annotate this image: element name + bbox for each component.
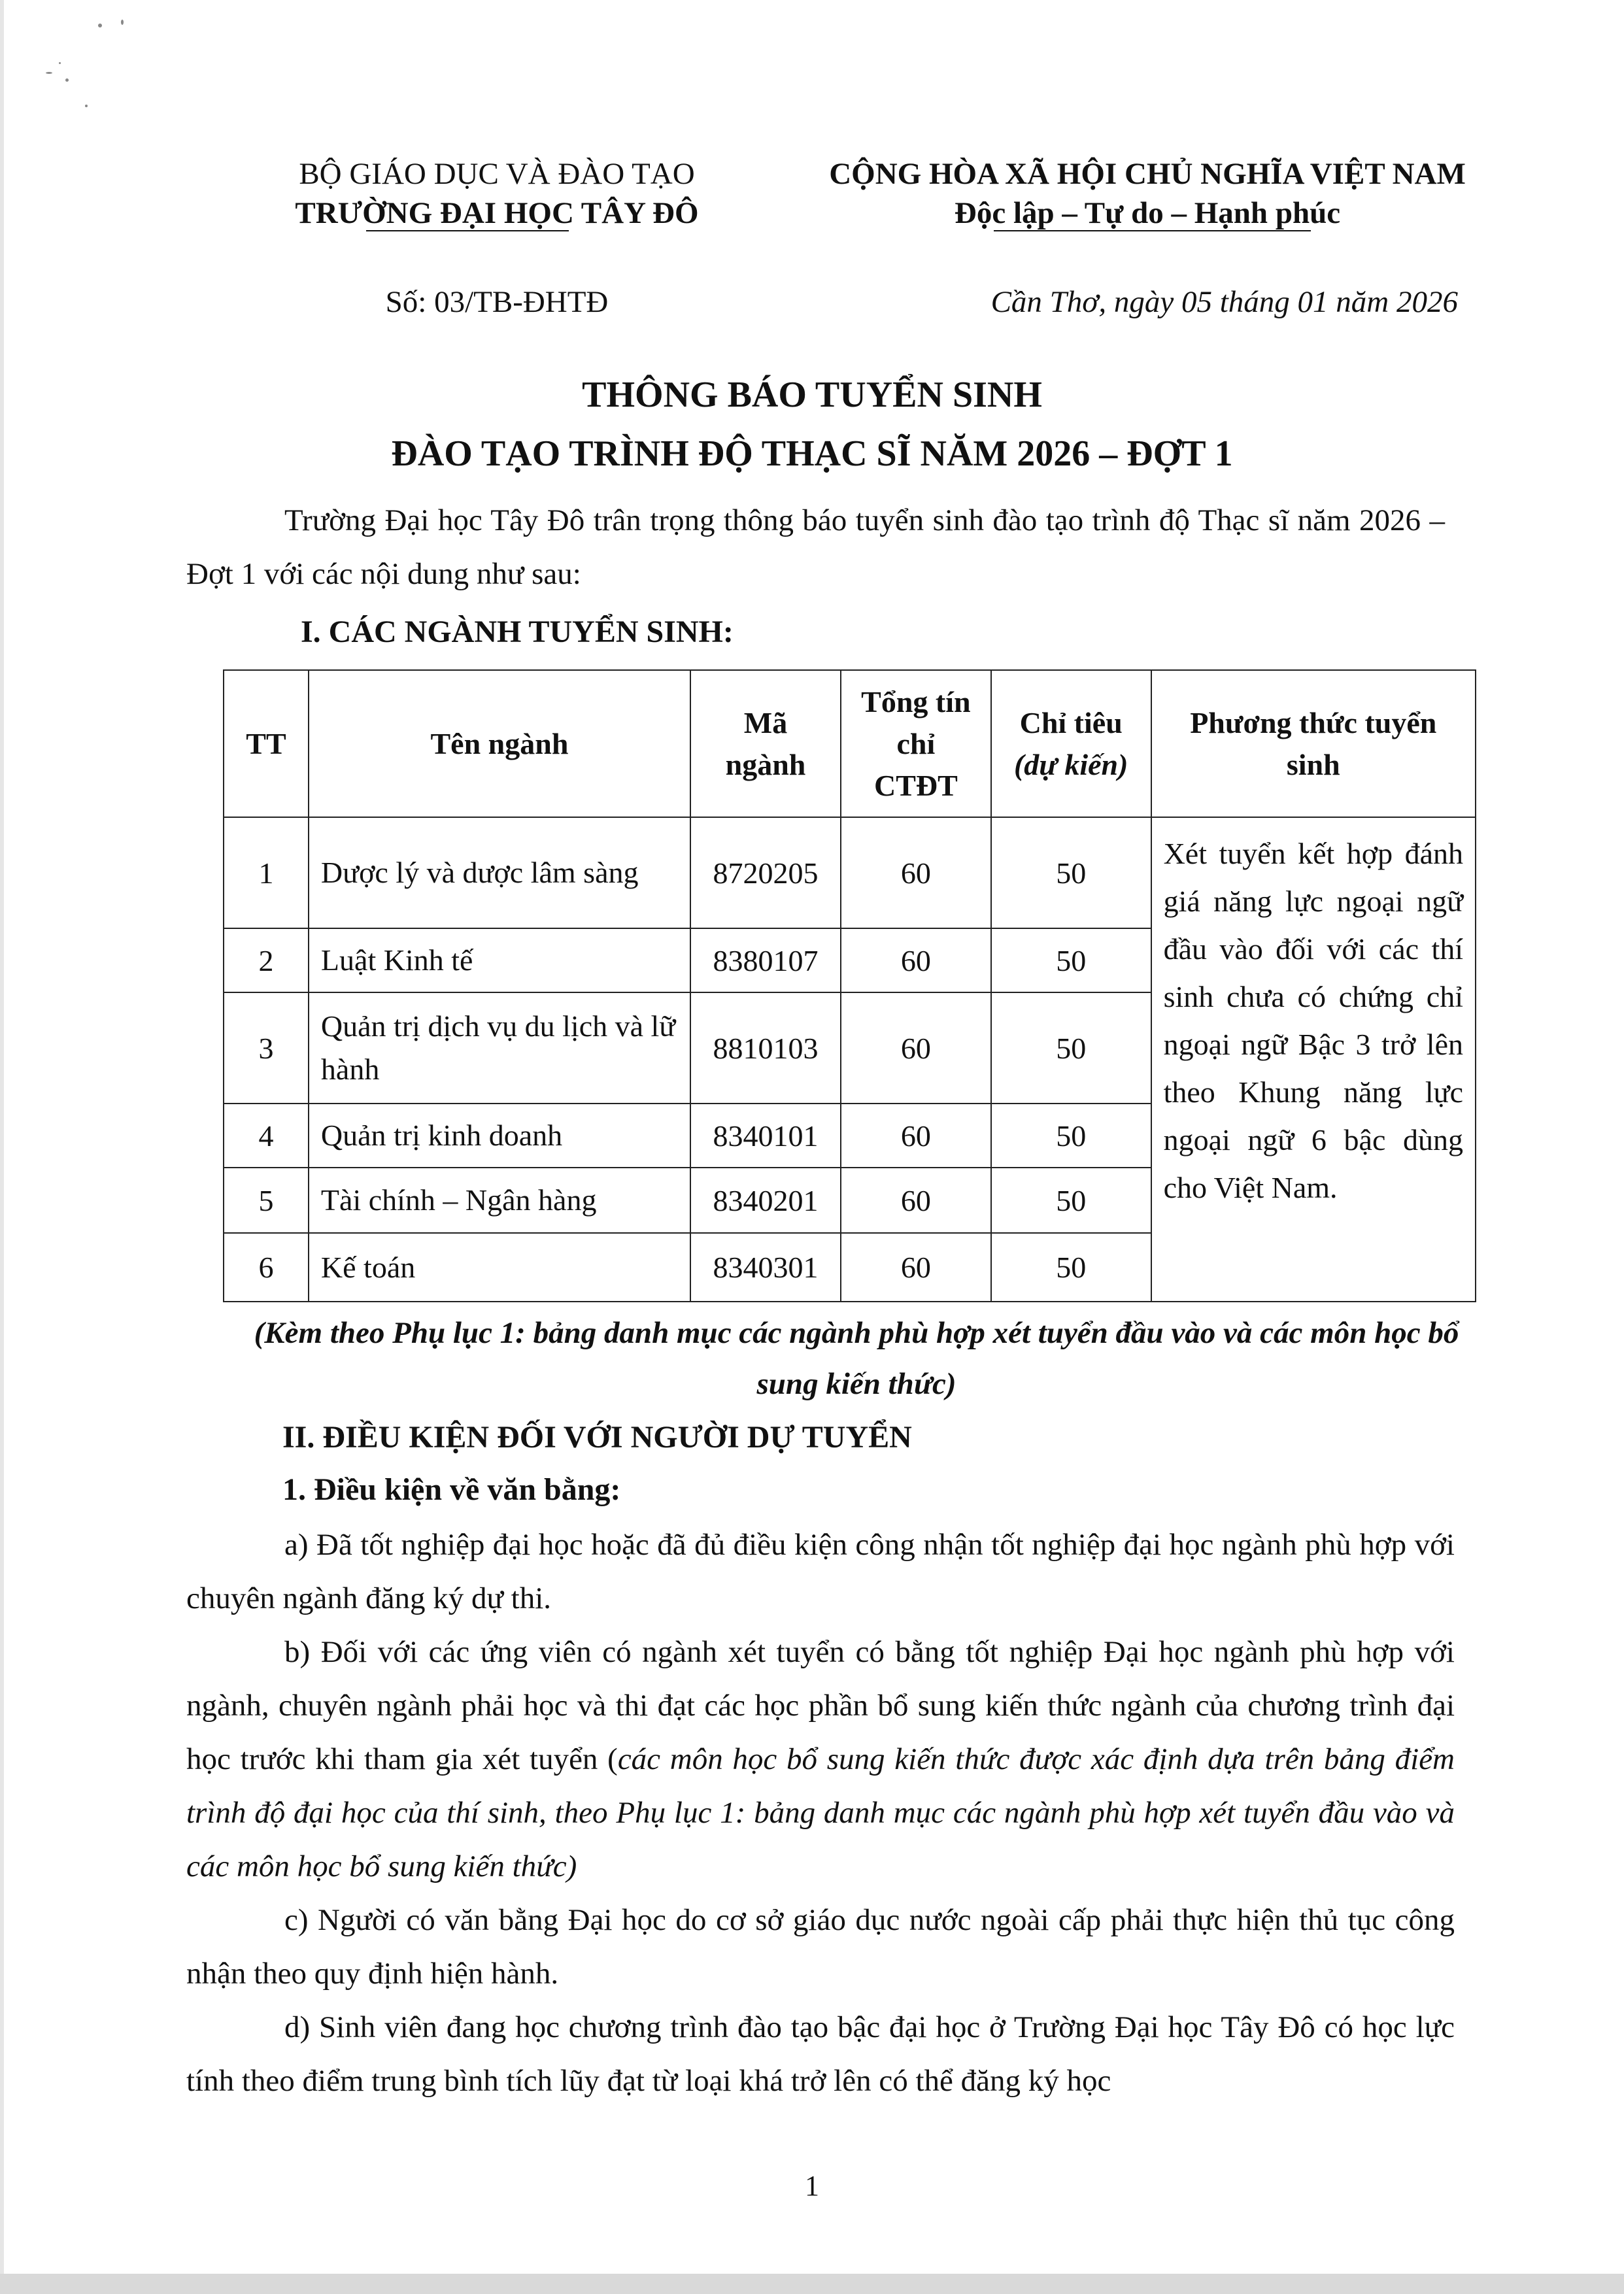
- cell-quota: 50: [991, 1233, 1151, 1302]
- cell-name: Tài chính – Ngân hàng: [309, 1168, 690, 1233]
- cell-credits: 60: [841, 1168, 991, 1233]
- cell-name: Quản trị dịch vụ du lịch và lữ hành: [309, 992, 690, 1104]
- page-number: 1: [805, 2170, 819, 2202]
- scan-edge-left: [0, 0, 4, 2294]
- col-header-credits: Tổng tín chỉ CTĐT: [841, 670, 991, 817]
- cell-method: Xét tuyển kết hợp đánh giá năng lực ngoại ngữ đầu vào đối với các thí sinh chưa có chứng chỉ ngoại ngữ Bậc 3 trở lên theo Khung năng lực ngoại ngữ 6 bậc dùng cho Việt Nam.: [1151, 817, 1476, 1302]
- col-header-tt: TT: [224, 670, 309, 817]
- col-header-name: Tên ngành: [309, 670, 690, 817]
- republic-name: CỘNG HÒA XÃ HỘI CHỦ NGHĨA VIỆT NAM: [829, 157, 1466, 191]
- cell-name: Quản trị kinh doanh: [309, 1104, 690, 1168]
- university-underline: [366, 230, 569, 231]
- condition-a: a) Đã tốt nghiệp đại học hoặc đã đủ điều kiện công nhận tốt nghiệp đại học ngành phù hợp với chuyên ngành đăng ký dự thi.: [186, 1528, 1455, 1615]
- condition-c: c) Người có văn bằng Đại học do cơ sở giáo dục nước ngoài cấp phải thực hiện thủ tục công nhận theo quy định hiện hành.: [186, 1903, 1455, 1991]
- place-date: Cần Thơ, ngày 05 tháng 01 năm 2026: [990, 285, 1458, 319]
- cell-tt: 2: [224, 928, 309, 992]
- cell-quota: 50: [991, 1168, 1151, 1233]
- doc-number: Số: 03/TB-ĐHTĐ: [385, 285, 609, 319]
- motto-underline: [994, 230, 1311, 231]
- cell-quota: 50: [991, 928, 1151, 992]
- col-header-quota: Chỉ tiêu (dự kiến): [991, 670, 1151, 817]
- ministry-name: BỘ GIÁO DỤC VÀ ĐÀO TẠO: [299, 157, 695, 191]
- cell-name: Dược lý và dược lâm sàng: [309, 817, 690, 928]
- scan-edge-bottom: [0, 2274, 1624, 2294]
- cell-quota: 50: [991, 817, 1151, 928]
- cell-tt: 1: [224, 817, 309, 928]
- header-right: [794, 154, 1500, 233]
- cell-code: 8380107: [690, 928, 841, 992]
- cell-tt: 4: [224, 1104, 309, 1168]
- cell-code: 8340101: [690, 1104, 841, 1168]
- condition-d: d) Sinh viên đang học chương trình đào tạo bậc đại học ở Trường Đại học Tây Đô có học lực tính theo điểm trung bình tích lũy đạt từ loại khá trở lên có thể đăng ký học: [186, 2010, 1455, 2098]
- motto: Độc lập – Tự do – Hạnh phúc: [954, 196, 1341, 230]
- cell-credits: 60: [841, 928, 991, 992]
- table-note: (Kèm theo Phụ lục 1: bảng danh mục các ngành phù hợp xét tuyển đầu vào và các môn học bổ sung kiến thức): [254, 1316, 1459, 1401]
- condition-b: b) Đối với các ứng viên có ngành xét tuyển có bằng tốt nghiệp Đại học ngành phù hợp với ngành, chuyên ngành phải học và thi đạt các học phần bổ sung kiến thức ngành của chương trình đại học trước khi tham gia xét tuyển (các môn học bổ sung kiến thức được xác định dựa trên bảng điểm trình độ đại học của thí sinh, theo Phụ lục 1: bảng danh mục các ngành phù hợp xét tuyển đầu vào và các môn học bổ sung kiến thức): [186, 1635, 1455, 1883]
- majors-table: [223, 669, 1476, 1302]
- cell-tt: 5: [224, 1168, 309, 1233]
- cell-tt: 3: [224, 992, 309, 1104]
- col-header-method: Phương thức tuyển sinh: [1151, 670, 1476, 817]
- cell-credits: 60: [841, 1104, 991, 1168]
- table-row: [224, 817, 1476, 928]
- university-name: TRƯỜNG ĐẠI HỌC TÂY ĐÔ: [295, 196, 699, 230]
- cell-code: 8340201: [690, 1168, 841, 1233]
- intro-paragraph: Trường Đại học Tây Đô trân trọng thông báo tuyển sinh đào tạo trình độ Thạc sĩ năm 2026 – Đợt 1 với các nội dung như sau:: [186, 503, 1445, 591]
- section2-sub1: 1. Điều kiện về văn bằng:: [282, 1472, 621, 1507]
- doc-title-line1: THÔNG BÁO TUYỂN SINH: [582, 375, 1042, 415]
- cell-tt: 6: [224, 1233, 309, 1302]
- cell-code: 8810103: [690, 992, 841, 1104]
- cell-name: Luật Kinh tế: [309, 928, 690, 992]
- cell-credits: 60: [841, 1233, 991, 1302]
- col-header-code: Mã ngành: [690, 670, 841, 817]
- cell-credits: 60: [841, 817, 991, 928]
- cell-code: 8340301: [690, 1233, 841, 1302]
- doc-title-line2: ĐÀO TẠO TRÌNH ĐỘ THẠC SĨ NĂM 2026 – ĐỢT 1: [391, 433, 1233, 474]
- cell-quota: 50: [991, 992, 1151, 1104]
- table-header-row: [224, 670, 1476, 817]
- cell-name: Kế toán: [309, 1233, 690, 1302]
- cell-quota: 50: [991, 1104, 1151, 1168]
- cell-credits: 60: [841, 992, 991, 1104]
- section2-heading: II. ĐIỀU KIỆN ĐỐI VỚI NGƯỜI DỰ TUYỂN: [282, 1420, 912, 1455]
- section1-heading: I. CÁC NGÀNH TUYỂN SINH:: [301, 615, 734, 649]
- cell-code: 8720205: [690, 817, 841, 928]
- header-left: [248, 154, 745, 233]
